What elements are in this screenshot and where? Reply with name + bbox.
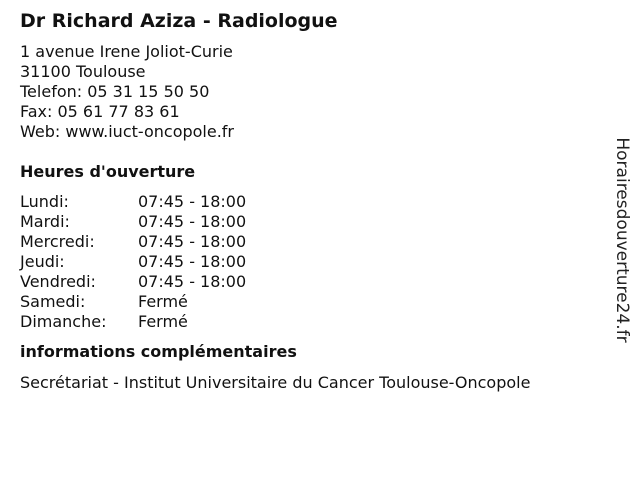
address-city: 31100 Toulouse (20, 62, 146, 81)
hours-table (20, 192, 600, 332)
info-text: Secrétariat - Institut Universitaire du Cancer Toulouse-Oncopole (20, 373, 531, 392)
site-watermark: Horairesdouverture24.fr (612, 137, 632, 343)
listing-card (20, 8, 600, 393)
hours-time: Fermé (138, 292, 188, 311)
hours-day: Mercredi: (20, 232, 95, 251)
hours-row-sunday (20, 312, 600, 332)
hours-time: 07:45 - 18:00 (138, 232, 247, 251)
hours-day: Dimanche: (20, 312, 107, 331)
page-title: Dr Richard Aziza - Radiologue (20, 10, 338, 32)
hours-day: Vendredi: (20, 272, 96, 291)
hours-time: 07:45 - 18:00 (138, 272, 247, 291)
hours-time: Fermé (138, 312, 188, 331)
fax-number: Fax: 05 61 77 83 61 (20, 102, 180, 121)
hours-time: 07:45 - 18:00 (138, 252, 247, 271)
hours-row-friday (20, 272, 600, 292)
hours-day: Mardi: (20, 212, 70, 231)
hours-time: 07:45 - 18:00 (138, 192, 247, 211)
hours-row-wednesday (20, 232, 600, 252)
hours-time: 07:45 - 18:00 (138, 212, 247, 231)
hours-row-monday (20, 192, 600, 212)
info-heading: informations complémentaires (20, 342, 297, 361)
hours-row-tuesday (20, 212, 600, 232)
hours-row-thursday (20, 252, 600, 272)
address-street: 1 avenue Irene Joliot-Curie (20, 42, 233, 61)
hours-day: Samedi: (20, 292, 86, 311)
hours-day: Jeudi: (20, 252, 65, 271)
hours-heading: Heures d'ouverture (20, 162, 196, 181)
hours-row-saturday (20, 292, 600, 312)
hours-day: Lundi: (20, 192, 69, 211)
phone-number: Telefon: 05 31 15 50 50 (20, 82, 210, 101)
website: Web: www.iuct-oncopole.fr (20, 122, 235, 141)
